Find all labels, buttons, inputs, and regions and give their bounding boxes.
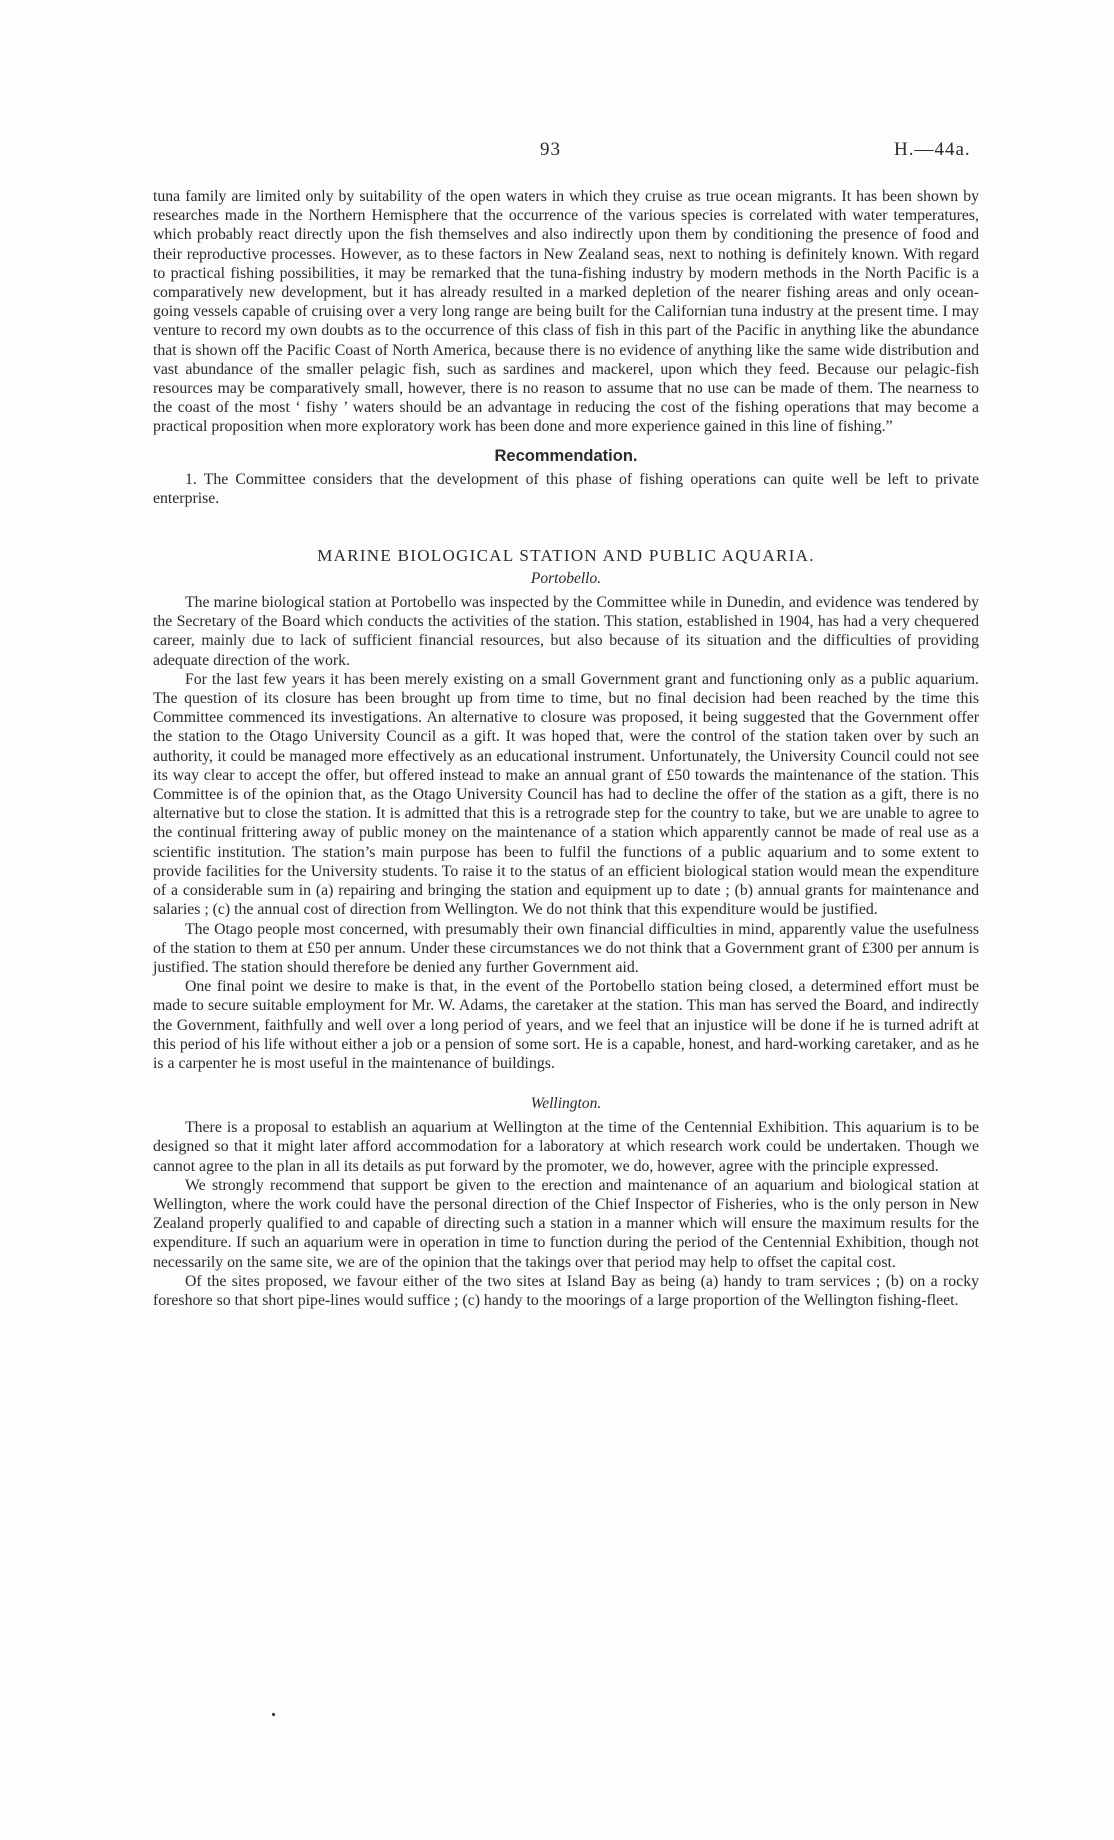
portobello-paragraph: For the last few years it has been merely existing on a small Government grant and functioning only as a public aquarium. The question of its closure has been brought up from time to time, but no final decision had been reached by the time this Committee commenced its investigations. An alternative to closure was proposed, it being suggested that the Government offer the station to the Otago University Council as a gift. It was hoped that, were the control of the station taken over by such an authority, it could be managed more effectively as an educational instrument. Unfortunately, the University Council could not see its way clear to accept the offer, but offered instead to make an annual grant of £50 towards the maintenance of the station. This Committee is of the opinion that, as the Otago University Council has had to decline the offer of the station as a gift, there is no alternative but to close the station. It is admitted that this is a retrograde step for the country to take, but we are unable to agree to the continual frittering away of public money on the maintenance of a station which apparently cannot be made of real use as a scientific institution. The station’s main purpose has been to fulfil the functions of a public aquarium and to some extent to provide facilities for the University students. To raise it to the status of an efficient biological station would mean the expenditure of a considerable sum in (a) repairing and bringing the station and equipment up to date ; (b) annual grants for maintenance and salaries ; (c) the annual cost of direction from Wellington. We do not think that this expenditure would be justified. [153,670,979,919]
portobello-paragraph: The Otago people most concerned, with presumably their own financial difficulties in mind, apparently value the usefulness of the station to them at £50 per annum. Under these circumstances we do not think that a Government grant of £300 per annum is justified. The station should therefore be denied any further Government aid. [153,920,979,976]
section-title: MARINE BIOLOGICAL STATION AND PUBLIC AQUARIA. [317,546,815,566]
wellington-heading: Wellington. [530,1095,602,1113]
recommendation-heading: Recommendation. [494,446,638,465]
portobello-paragraph: The marine biological station at Portobello was inspected by the Committee while in Dunedin, and evidence was tendered by the Secretary of the Board which conducts the activities of the station. This station, established in 1904, has had a very chequered career, mainly due to lack of sufficient financial resources, but also because of its situation and the difficulties of providing adequate direction of the work. [153,594,979,669]
page-number: 93 [540,139,561,160]
wellington-paragraph: There is a proposal to establish an aquarium at Wellington at the time of the Centennial Exhibition. This aquarium is to be designed so that it might later afford accommodation for a laboratory at which research work could be undertaken. Though we cannot agree to the plan in all its details as put forward by the promoter, we do, however, agree with the principle expressed. [153,1119,979,1175]
wellington-paragraph: We strongly recommend that support be given to the erection and maintenance of an aquarium and biological station at Wellington, where the work could have the personal direction of the Chief Inspector of Fisheries, who is the only person in New Zealand properly qualified to and capable of directing such a station in a manner which will ensure the maximum results for the expenditure. If such an aquarium were in operation in time to function during the period of the Centennial Exhibition, though not necessarily on the same site, we are of the opinion that the takings over that period may help to offset the capital cost. [153,1176,979,1271]
portobello-paragraph: One final point we desire to make is that, in the event of the Portobello station being closed, a determined effort must be made to secure suitable employment for Mr. W. Adams, the caretaker at the station. This man has served the Board, and indirectly the Government, faithfully and well over a long period of years, and we feel that an injustice will be done if he is turned adrift at this period of his life without either a job or a pension of some sort. He is a capable, honest, and hard-working caretaker, and as he is a carpenter he is most useful in the maintenance of buildings. [153,978,979,1072]
document-body [153,187,979,1310]
continuation-paragraph: tuna family are limited only by suitability of the open waters in which they cruise as true ocean migrants. It has been shown by researches made in the Northern Hemisphere that the occurrence of the various species is correlated with water temperatures, which probably react directly upon the fish themselves and also indirectly upon them by conditioning the presence of food and their reproductive processes. However, as to these factors in New Zealand seas, next to nothing is definitely known. With regard to practical fishing possibilities, it may be remarked that the tuna-fishing industry by modern methods in the North Pacific is a comparatively new development, but it has already resulted in a marked depletion of the nearer fishing areas and only ocean-going vessels capable of cruising over a very long range are being built for the Californian tuna industry at the present time. I may venture to record my own doubts as to the occurrence of this class of fish in this part of the Pacific in anything like the abundance that is shown off the Pacific Coast of North America, because there is no evidence of anything like the same wide distribution and vast abundance of the smaller pelagic fish, such as sardines and mackerel, upon which they feed. Because our pelagic-fish resources may be comparatively small, however, there is no reason to assume that no use can be made of them. The nearness to the coast of the most ‘ fishy ’ waters should be an advantage in reducing the cost of the fishing operations that may become a practical proposition when more exploratory work has been done and more experience gained in this line of fishing.” [153,188,979,436]
recommendation-text: 1. The Committee considers that the development of this phase of fishing operations can quite well be left to private enterprise. [153,470,979,507]
stray-ink-mark [271,1712,275,1716]
wellington-paragraph: Of the sites proposed, we favour either of the two sites at Island Bay as being (a) handy to tram services ; (b) on a rocky foreshore so that short pipe-lines would suffice ; (c) handy to the moorings of a large proportion of the Wellington fishing-fleet. [153,1272,979,1309]
portobello-heading: Portobello. [530,570,602,588]
document-reference: H.—44a. [894,139,971,160]
